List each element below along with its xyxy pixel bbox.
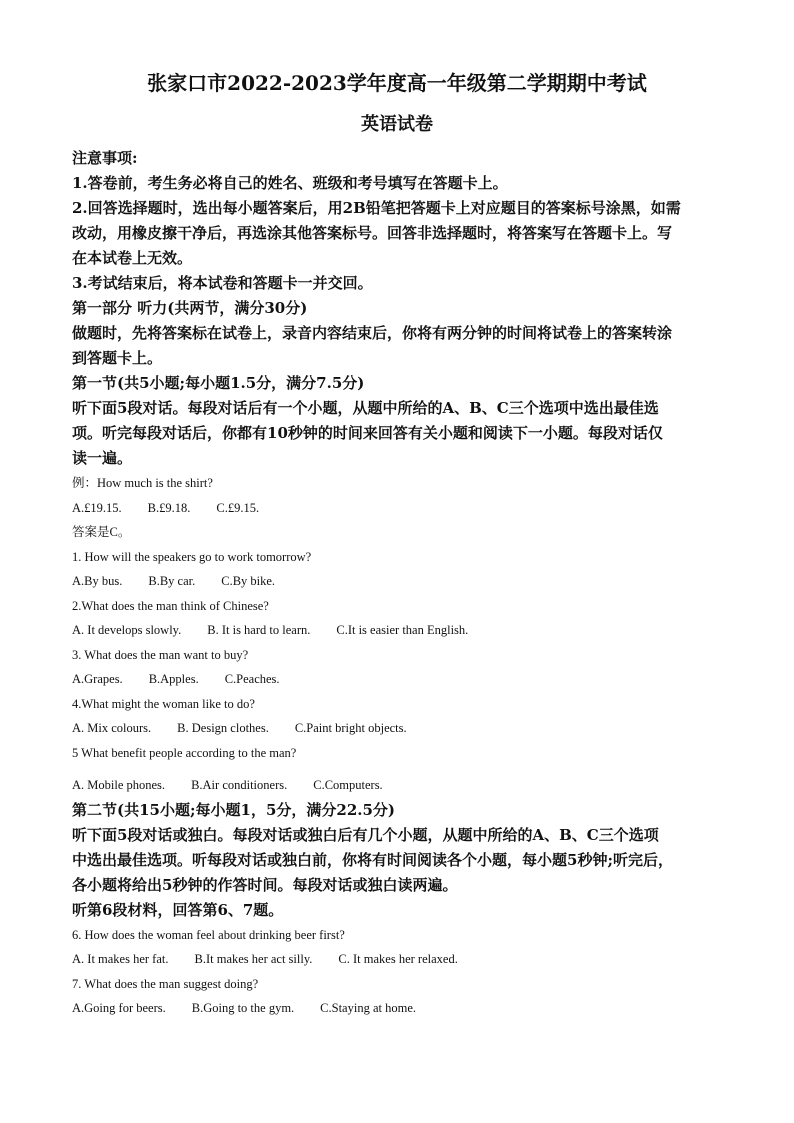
exam-title: 张家口市2022-2023学年度高一年级第二学期期中考试: [147, 71, 647, 95]
option: A. Mobile phones.: [72, 778, 166, 792]
section1-intro-line: 听下面5段对话。每段对话后有一个小题，从题中所给的A、B、C三个选项中选出最佳选: [72, 399, 659, 417]
part1-section: [72, 296, 722, 371]
option: B.Apples.: [148, 672, 199, 686]
section2: [72, 798, 722, 1021]
option: C.By bike.: [221, 574, 276, 588]
question-text: 7. What does the man suggest doing?: [72, 976, 259, 991]
question-text: 2.What does the man think of Chinese?: [72, 598, 269, 613]
question-options: [72, 996, 722, 1021]
question-options: [72, 716, 722, 741]
option: A. It makes her fat.: [72, 952, 169, 966]
question-options: [72, 947, 722, 972]
example-answer: 答案是C。: [72, 525, 131, 539]
question-text: 5 What benefit people according to the man?: [72, 745, 297, 760]
option: C.It is easier than English.: [336, 623, 469, 637]
option: C.£9.15.: [216, 500, 260, 515]
material-heading: 听第6段材料，回答第6、7题。: [72, 900, 284, 919]
note-line: 2.回答选择题时，选出每小题答案后，用2B铅笔把答题卡上对应题目的答案标号涂黑，如需: [72, 199, 681, 217]
option: A. Mix colours.: [72, 721, 152, 735]
exam-page: [72, 68, 722, 1021]
option: C. It makes her relaxed.: [338, 952, 458, 966]
notes-heading: 注意事项:: [72, 149, 138, 167]
option: C.Staying at home.: [320, 1001, 416, 1015]
section2-heading: 第二节(共15小题;每小题1，5分，满分22.5分): [72, 800, 396, 819]
option: A.By bus.: [72, 574, 123, 588]
option: B.Air conditioners.: [191, 778, 288, 792]
option: A. It develops slowly.: [72, 623, 182, 637]
question-text: 6. How does the woman feel about drinking beer first?: [72, 927, 345, 942]
section1-intro-line: 读一遍。: [72, 449, 133, 467]
question-text: 1. How will the speakers go to work tomorrow?: [72, 549, 312, 564]
note-line: 1.答卷前，考生务必将自己的姓名、班级和考号填写在答题卡上。: [72, 174, 508, 192]
option: B. It is hard to learn.: [207, 623, 311, 637]
section2-intro-line: 听下面5段对话或独白。每段对话或独白后有几个小题，从题中所给的A、B、C三个选项: [72, 825, 659, 844]
option: C.Peaches.: [224, 672, 280, 686]
part1-heading: 第一部分 听力(共两节，满分30分): [72, 299, 308, 317]
option: C.Computers.: [313, 778, 383, 792]
question-text: 3. What does the man want to buy?: [72, 647, 249, 662]
question-options: [72, 569, 722, 594]
option: B.It makes her act silly.: [194, 952, 313, 966]
option: B.By car.: [148, 574, 196, 588]
notes-section: [72, 146, 722, 296]
example-options: [72, 496, 722, 521]
section2-intro-line: 中选出最佳选项。听每段对话或独白前，你将有时间阅读各个小题，每小题5秒钟;听完后，: [72, 850, 673, 869]
question-options: [72, 618, 722, 643]
question-options: [72, 773, 722, 798]
option: B.Going to the gym.: [191, 1001, 295, 1015]
part1-intro-line: 到答题卡上。: [72, 349, 163, 367]
option: B.£9.18.: [147, 500, 191, 515]
section1-heading: 第一节(共5小题;每小题1.5分，满分7.5分): [72, 374, 365, 392]
section2-intro-line: 各小题将给出5秒钟的作答时间。每段对话或独白读两遍。: [72, 875, 458, 894]
option: C.Paint bright objects.: [294, 721, 407, 735]
note-line: 改动，用橡皮擦干净后，再选涂其他答案标号。回答非选择题时，将答案写在答题卡上。写: [72, 224, 673, 242]
option: A.Going for beers.: [72, 1001, 166, 1015]
exam-subtitle: 英语试卷: [361, 114, 433, 135]
note-line: 3.考试结束后，将本试卷和答题卡一并交回。: [72, 274, 373, 292]
note-line: 在本试卷上无效。: [72, 249, 193, 267]
option: A.£19.15.: [72, 500, 122, 515]
part1-intro-line: 做题时，先将答案标在试卷上，录音内容结束后，你将有两分钟的时间将试卷上的答案转涂: [72, 324, 673, 342]
section1-intro-line: 项。听完每段对话后，你都有10秒钟的时间来回答有关小题和阅读下一小题。每段对话仅: [72, 424, 663, 442]
example-question: 例：How much is the shirt?: [72, 476, 213, 490]
question-text: 4.What might the woman like to do?: [72, 696, 255, 711]
option: B. Design clothes.: [177, 721, 269, 735]
question-options: [72, 667, 722, 692]
option: A.Grapes.: [72, 672, 123, 686]
spacer: [72, 765, 722, 773]
section1: [72, 371, 722, 798]
